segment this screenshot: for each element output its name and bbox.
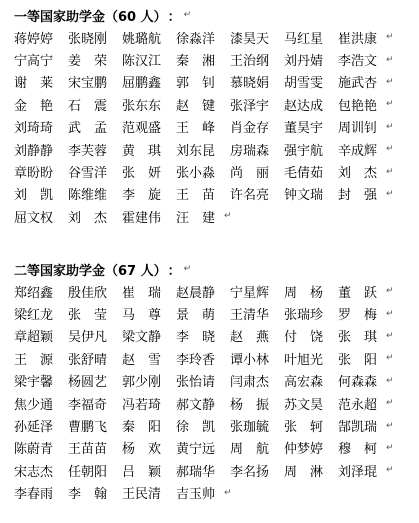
name-entry: 张珈毓 — [230, 420, 270, 436]
name-entry: 任朝阳 — [68, 464, 108, 480]
name-row — [14, 138, 419, 160]
name-entry: 霍建伟 — [122, 210, 162, 226]
name-entry: 范观盛 — [122, 121, 162, 137]
name-entry: 宁星辉 — [230, 285, 270, 301]
section-count: （60 人） — [105, 9, 167, 25]
name-entry: 张晓刚 — [68, 31, 108, 47]
paragraph-mark-icon: ↵ — [386, 330, 394, 341]
name-entry: 刘静静 — [14, 143, 54, 159]
name-entry: 肖金存 — [230, 121, 270, 137]
name-entry: 刘 杰 — [338, 166, 378, 182]
paragraph-mark-icon: ↵ — [386, 54, 394, 65]
name-entry: 郝瑞华 — [176, 464, 216, 480]
name-entry: 李 晓 — [176, 330, 216, 346]
name-entry: 马 尊 — [122, 308, 162, 324]
name-entry: 辛成辉 — [338, 143, 378, 159]
name-entry: 李玲香 — [176, 352, 216, 368]
name-entry: 刘泽琨 — [338, 464, 378, 480]
name-row — [14, 392, 419, 414]
name-entry: 苏文昊 — [284, 397, 324, 413]
paragraph-mark-icon: ↵ — [386, 353, 394, 364]
name-entry: 李春雨 — [14, 487, 54, 503]
name-row — [14, 48, 419, 70]
paragraph-mark-icon: ↵ — [386, 76, 394, 87]
name-entry: 张 妍 — [122, 166, 162, 182]
name-entry: 刘东昆 — [176, 143, 216, 159]
paragraph-mark-icon: ↵ — [183, 264, 192, 274]
name-entry: 施武杏 — [338, 76, 378, 92]
name-entry: 高宏森 — [284, 375, 324, 391]
paragraph-mark-icon: ↵ — [386, 442, 394, 453]
paragraph-mark-icon: ↵ — [386, 121, 394, 132]
section-heading — [14, 258, 419, 280]
section-heading — [14, 4, 419, 26]
name-entry: 谭小林 — [230, 352, 270, 368]
name-entry: 李 翰 — [68, 487, 108, 503]
name-entry: 张泽宇 — [230, 98, 270, 114]
name-entry: 郜凯瑞 — [338, 420, 378, 436]
name-row — [14, 437, 419, 459]
name-entry: 尚 丽 — [230, 166, 270, 182]
name-entry: 张 轲 — [284, 420, 324, 436]
name-entry: 张舒晴 — [68, 352, 108, 368]
name-entry: 刘 凯 — [14, 188, 54, 204]
paragraph-mark-icon: ↵ — [386, 188, 394, 199]
paragraph-mark-icon: ↵ — [386, 375, 394, 386]
name-entry: 刘 杰 — [68, 210, 108, 226]
name-entry: 张 阳 — [338, 352, 378, 368]
name-entry: 周 航 — [230, 442, 270, 458]
name-entry: 景 萌 — [176, 308, 216, 324]
name-row — [14, 482, 419, 504]
name-entry: 谷雪洋 — [68, 166, 108, 182]
name-entry: 胡雪雯 — [284, 76, 324, 92]
name-entry: 张瑞珍 — [284, 308, 324, 324]
name-entry: 叶旭光 — [284, 352, 324, 368]
paragraph-mark-icon: ↵ — [386, 286, 394, 297]
name-list — [14, 26, 419, 228]
name-entry: 姚璐航 — [122, 31, 162, 47]
paragraph-mark-icon: ↵ — [183, 10, 192, 20]
name-entry: 汪 建 — [176, 210, 216, 226]
name-entry: 刘丹婧 — [284, 54, 324, 70]
name-row — [14, 160, 419, 182]
name-entry: 秦 阳 — [122, 420, 162, 436]
name-row — [14, 93, 419, 115]
paragraph-mark-icon: ↵ — [224, 487, 232, 498]
name-entry: 宋宝鹏 — [68, 76, 108, 92]
name-row — [14, 370, 419, 392]
name-entry: 姜 荣 — [68, 54, 108, 70]
name-entry: 焦少通 — [14, 397, 54, 413]
name-entry: 赵 燕 — [230, 330, 270, 346]
name-entry: 曹鹏飞 — [68, 420, 108, 436]
section-title: 二等国家助学金 — [14, 263, 106, 279]
name-entry: 张 莹 — [68, 308, 108, 324]
name-row — [14, 459, 419, 481]
name-entry: 梁宇馨 — [14, 375, 54, 391]
name-entry: 崔 瑞 — [122, 285, 162, 301]
name-entry: 罗 梅 — [338, 308, 378, 324]
name-entry: 屈鹏鑫 — [122, 76, 162, 92]
name-entry: 宁高宁 — [14, 54, 54, 70]
section-title: 一等国家助学金 — [14, 9, 106, 25]
name-entry: 谢 莱 — [14, 76, 54, 92]
name-row — [14, 26, 419, 48]
name-entry: 陈汉江 — [122, 54, 162, 70]
name-entry: 周 杨 — [284, 285, 324, 301]
name-entry: 毛倩茹 — [284, 166, 324, 182]
paragraph-mark-icon: ↵ — [386, 420, 394, 431]
name-entry: 王治纲 — [230, 54, 270, 70]
name-entry: 穆 柯 — [338, 442, 378, 458]
paragraph-mark-icon: ↵ — [386, 465, 394, 476]
name-entry: 包艳艳 — [338, 98, 378, 114]
paragraph-mark-icon: ↵ — [386, 166, 394, 177]
name-entry: 梁红龙 — [14, 308, 54, 324]
name-entry: 吕 颖 — [122, 464, 162, 480]
name-row — [14, 414, 419, 436]
name-entry: 杨 振 — [230, 397, 270, 413]
name-entry: 马红星 — [284, 31, 324, 47]
name-entry: 孙延泽 — [14, 420, 54, 436]
name-row — [14, 205, 419, 227]
section-colon: ： — [167, 9, 181, 25]
name-row — [14, 302, 419, 324]
name-entry: 刘琦琦 — [14, 121, 54, 137]
name-row — [14, 116, 419, 138]
section-first-class — [14, 4, 419, 228]
name-entry: 李芙蓉 — [68, 143, 108, 159]
name-entry: 章盼盼 — [14, 166, 54, 182]
name-entry: 金 艳 — [14, 98, 54, 114]
name-entry: 王 峰 — [176, 121, 216, 137]
name-entry: 周训钊 — [338, 121, 378, 137]
name-entry: 武 孟 — [68, 121, 108, 137]
name-entry: 徐 凯 — [176, 420, 216, 436]
name-entry: 李 旋 — [122, 188, 162, 204]
name-entry: 冯若琦 — [122, 397, 162, 413]
name-entry: 董昊宇 — [284, 121, 324, 137]
name-entry: 陈维维 — [68, 188, 108, 204]
paragraph-mark-icon: ↵ — [386, 144, 394, 155]
name-entry: 黄宁远 — [176, 442, 216, 458]
name-entry: 周 淋 — [284, 464, 324, 480]
name-entry: 封 强 — [338, 188, 378, 204]
name-entry: 王 源 — [14, 352, 54, 368]
name-entry: 赵达成 — [284, 98, 324, 114]
name-entry: 李浩文 — [338, 54, 378, 70]
name-entry: 王苗苗 — [68, 442, 108, 458]
paragraph-mark-icon: ↵ — [386, 308, 394, 319]
name-entry: 赵晨静 — [176, 285, 216, 301]
name-entry: 董 跃 — [338, 285, 378, 301]
paragraph-mark-icon: ↵ — [386, 32, 394, 43]
name-entry: 郭少刚 — [122, 375, 162, 391]
name-entry: 李福奇 — [68, 397, 108, 413]
name-entry: 郑绍鑫 — [14, 285, 54, 301]
section-second-class — [14, 258, 419, 504]
name-entry: 钟文瑞 — [284, 188, 324, 204]
name-entry: 李名扬 — [230, 464, 270, 480]
name-entry: 宋志杰 — [14, 464, 54, 480]
name-entry: 石 震 — [68, 98, 108, 114]
name-entry: 张东东 — [122, 98, 162, 114]
name-entry: 徐淼洋 — [176, 31, 216, 47]
name-entry: 郝文静 — [176, 397, 216, 413]
name-entry: 吉玉帅 — [176, 487, 216, 503]
name-entry: 闫肃杰 — [230, 375, 270, 391]
name-entry: 付 饶 — [284, 330, 324, 346]
paragraph-mark-icon: ↵ — [386, 398, 394, 409]
section-colon: ： — [167, 263, 181, 279]
name-entry: 王 苗 — [176, 188, 216, 204]
name-entry: 吴伊凡 — [68, 330, 108, 346]
name-entry: 杨 欢 — [122, 442, 162, 458]
name-row — [14, 347, 419, 369]
name-entry: 黄 琪 — [122, 143, 162, 159]
name-entry: 梁文静 — [122, 330, 162, 346]
name-entry: 张小淼 — [176, 166, 216, 182]
name-entry: 漆昊天 — [230, 31, 270, 47]
name-entry: 章超颖 — [14, 330, 54, 346]
name-entry: 慕晓娟 — [230, 76, 270, 92]
paragraph-mark-icon: ↵ — [224, 211, 232, 222]
name-entry: 王民清 — [122, 487, 162, 503]
name-entry: 屈文权 — [14, 210, 54, 226]
name-row — [14, 325, 419, 347]
name-list — [14, 280, 419, 504]
name-entry: 赵 雪 — [122, 352, 162, 368]
name-entry: 张怡请 — [176, 375, 216, 391]
name-row — [14, 71, 419, 93]
name-entry: 房瑞森 — [230, 143, 270, 159]
name-entry: 强宇航 — [284, 143, 324, 159]
name-entry: 杨圆艺 — [68, 375, 108, 391]
name-entry: 仲梦婷 — [284, 442, 324, 458]
name-entry: 陈蔚青 — [14, 442, 54, 458]
name-entry: 张 琪 — [338, 330, 378, 346]
name-entry: 秦 湘 — [176, 54, 216, 70]
name-row — [14, 183, 419, 205]
section-count: （67 人） — [105, 263, 167, 279]
name-entry: 何森森 — [338, 375, 378, 391]
name-entry: 赵 键 — [176, 98, 216, 114]
name-entry: 殷佳欣 — [68, 285, 108, 301]
paragraph-mark-icon: ↵ — [386, 99, 394, 110]
name-row — [14, 280, 419, 302]
name-entry: 郭 钊 — [176, 76, 216, 92]
name-entry: 王清华 — [230, 308, 270, 324]
name-entry: 许名亮 — [230, 188, 270, 204]
name-entry: 崔洪康 — [338, 31, 378, 47]
name-entry: 蒋婷婷 — [14, 31, 54, 47]
name-entry: 范永超 — [338, 397, 378, 413]
